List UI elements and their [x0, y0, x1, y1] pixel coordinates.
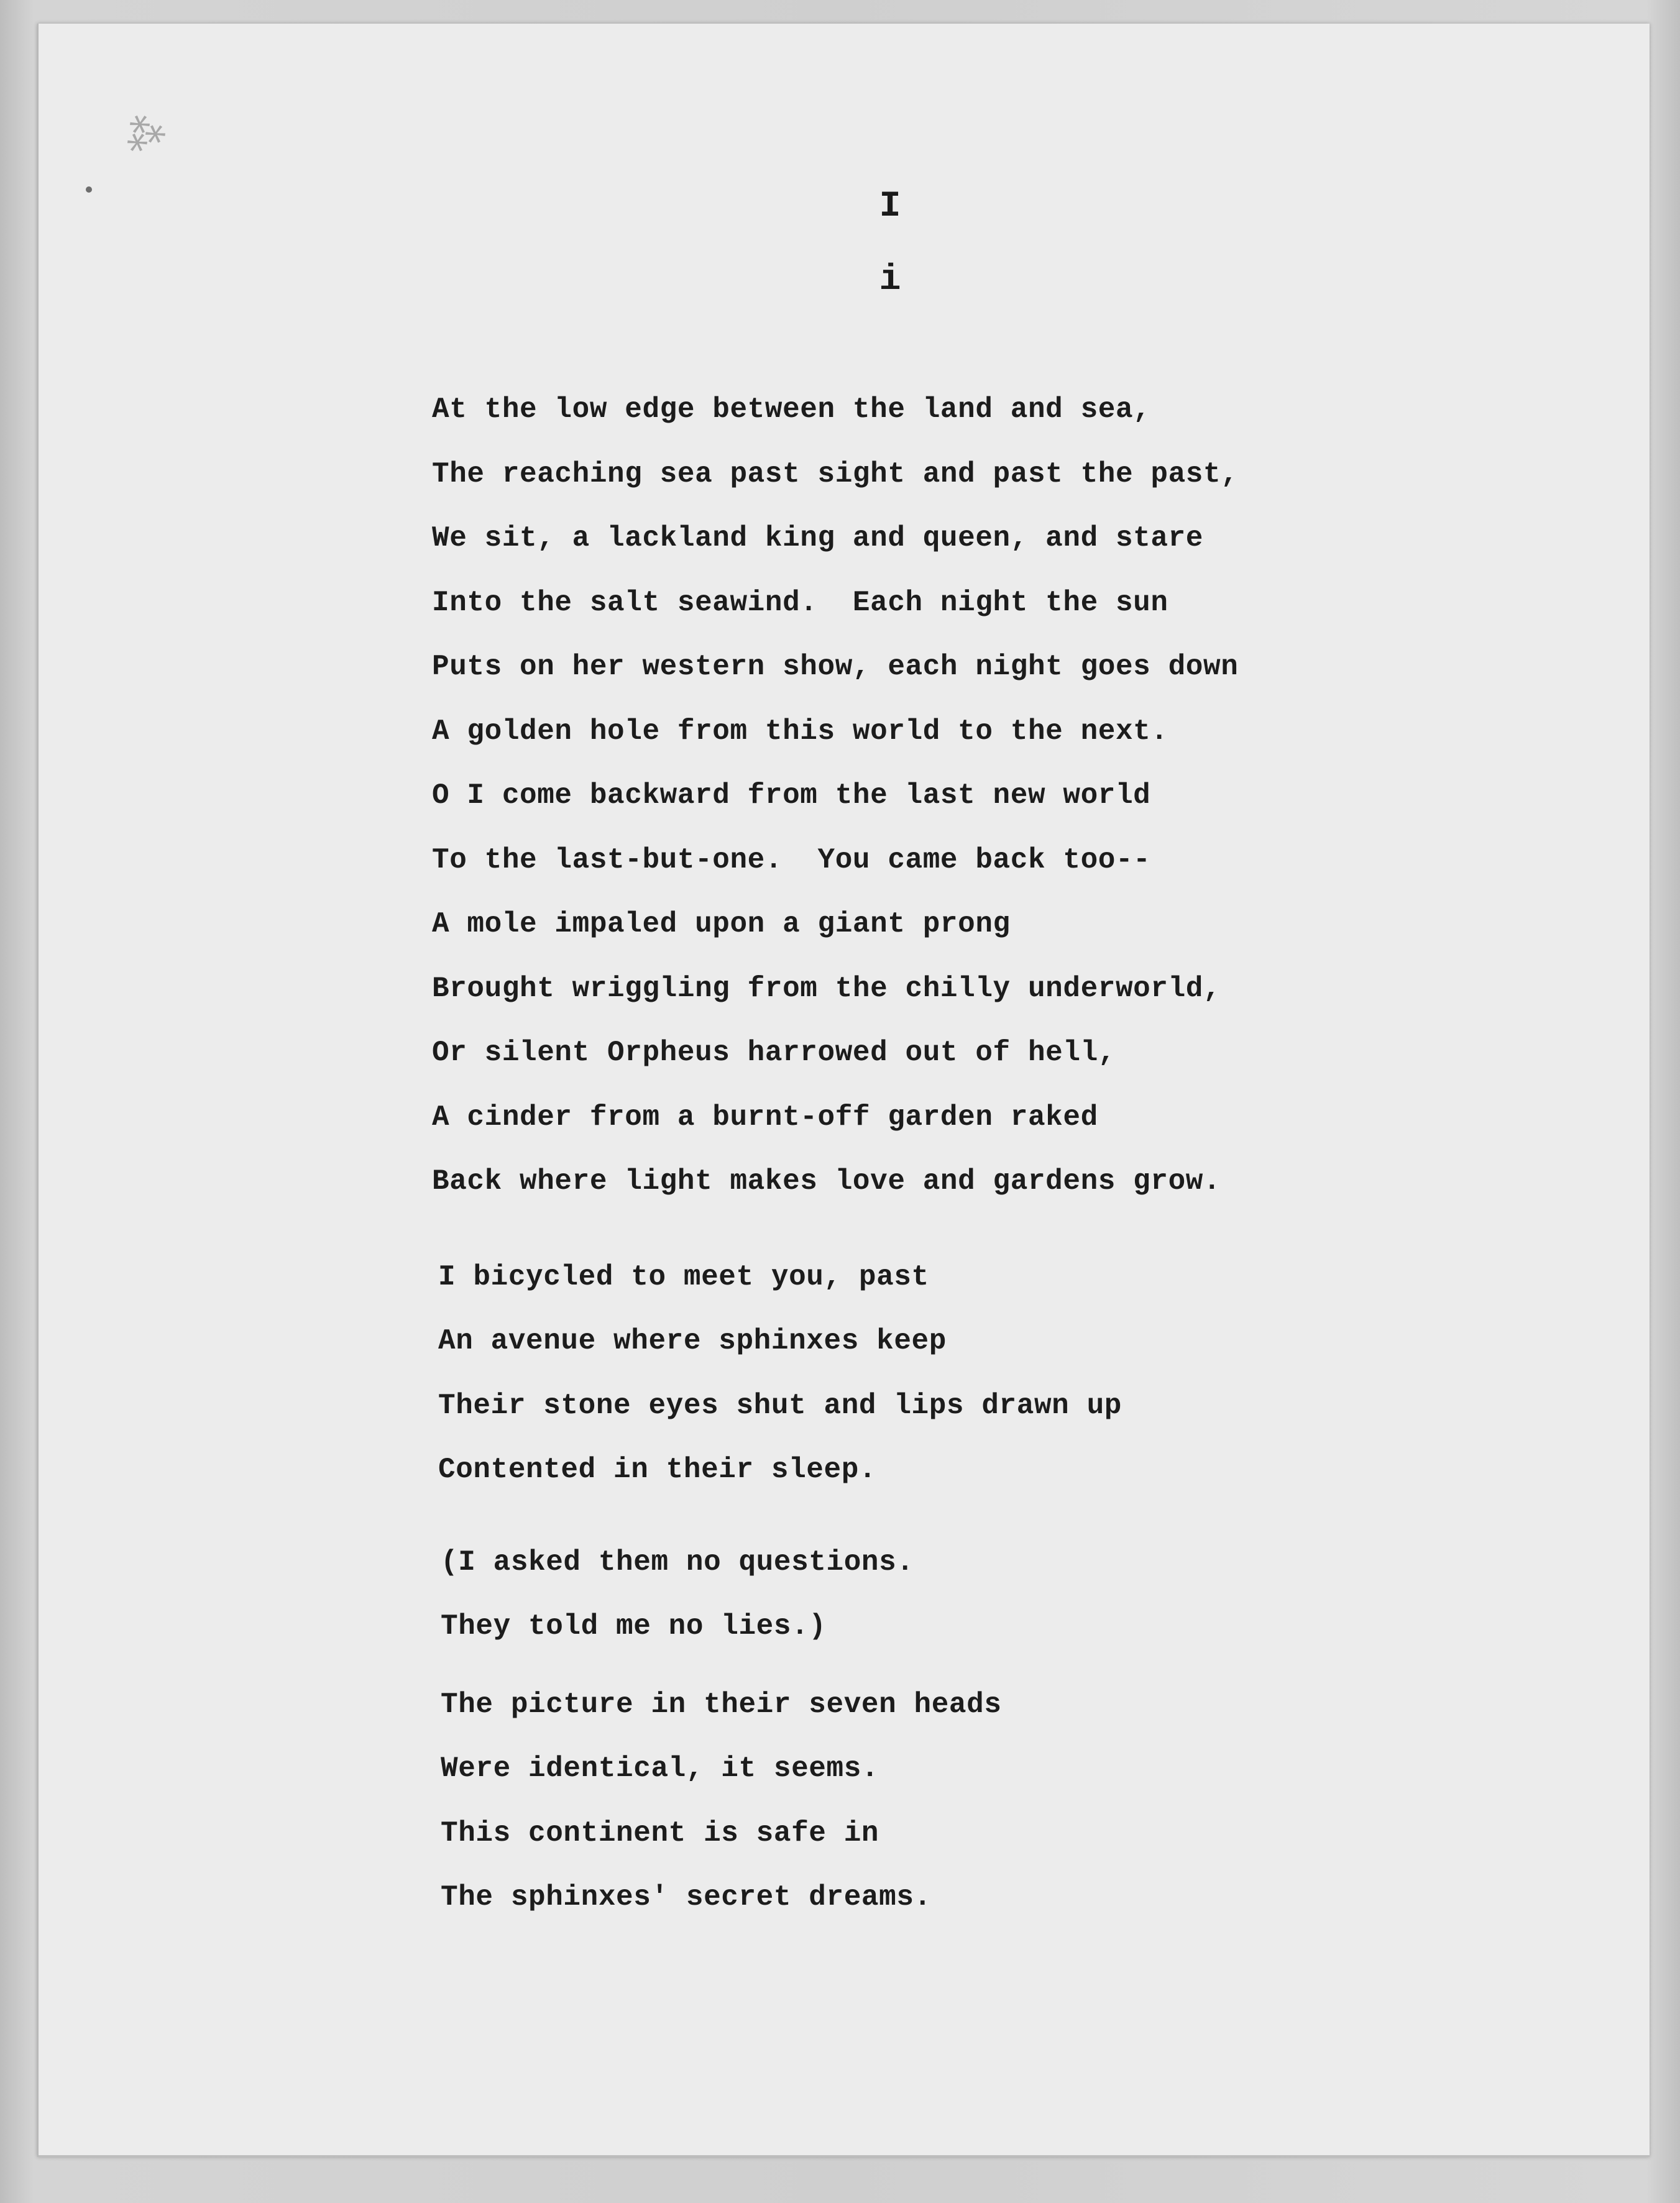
poem-line: A mole impaled upon a giant prong — [432, 908, 1011, 940]
poem-line: A golden hole from this world to the next. — [432, 715, 1168, 748]
poem-line: They told me no lies.) — [441, 1610, 827, 1642]
poem-line: An avenue where sphinxes keep — [438, 1325, 947, 1357]
poem-line: This continent is safe in — [441, 1816, 879, 1849]
section-number: i — [879, 260, 902, 300]
poem-line: Puts on her western show, each night goes down — [432, 651, 1239, 683]
poem-line: At the low edge between the land and sea, — [432, 393, 1151, 426]
stanza-2 — [432, 1245, 1551, 1503]
poem-line: (I asked them no questions. — [441, 1546, 914, 1578]
poem-line: The reaching sea past sight and past the past, — [432, 457, 1239, 490]
poem-line: The picture in their seven heads — [441, 1688, 1002, 1721]
poem-body — [432, 378, 1551, 1930]
poem-line: Into the salt seawind. Each night the sun — [432, 586, 1168, 619]
poem-line: We sit, a lackland king and queen, and stare — [432, 522, 1203, 554]
poem-line: Back where light makes love and gardens grow. — [432, 1165, 1221, 1198]
poem-line: Their stone eyes shut and lips drawn up — [438, 1389, 1122, 1422]
poem-line: Were identical, it seems. — [441, 1752, 879, 1785]
poem-line: Contented in their sleep. — [438, 1454, 877, 1486]
pencil-mark-icon: ⁂ — [116, 104, 172, 163]
typescript-page — [37, 24, 1650, 2157]
stanza-4 — [432, 1673, 1551, 1930]
stanza-3 — [432, 1531, 1551, 1659]
poem-line: The sphinxes' secret dreams. — [441, 1881, 932, 1913]
poem-line: Or silent Orpheus harrowed out of hell, — [432, 1037, 1116, 1069]
stanza-1 — [432, 378, 1551, 1214]
part-number: I — [879, 186, 902, 227]
poem-line: O I come backward from the last new world — [432, 779, 1151, 812]
poem-line: A cinder from a burnt-off garden raked — [432, 1101, 1098, 1134]
poem-line: To the last-but-one. You came back too-- — [432, 843, 1151, 876]
poem-line: Brought wriggling from the chilly underworld, — [432, 972, 1221, 1005]
poem-line: I bicycled to meet you, past — [438, 1260, 929, 1293]
